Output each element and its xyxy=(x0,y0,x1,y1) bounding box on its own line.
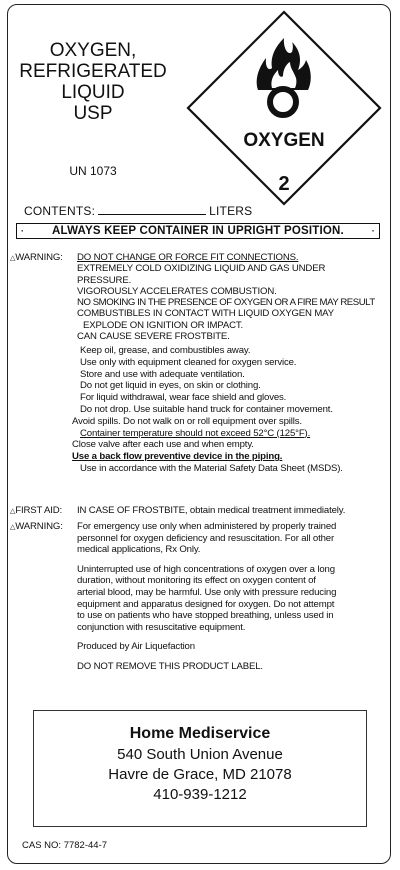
instruction-line: Use only with equipment cleaned for oxygen service. xyxy=(80,356,297,368)
contents-line xyxy=(24,203,252,218)
supplier-city: Havre de Grace, MD 21078 xyxy=(108,766,292,783)
title-line: USP xyxy=(73,103,113,124)
placard-class-number: 2 xyxy=(278,173,290,195)
supplier-name: Home Mediservice xyxy=(129,725,271,742)
contents-blank xyxy=(98,203,206,215)
instruction-line: Keep oil, grease, and combustibles away. xyxy=(80,345,251,356)
warning-line: EXPLODE ON IGNITION OR IMPACT. xyxy=(83,319,244,331)
warning-heading: △WARNING: xyxy=(10,252,63,263)
un-number: UN 1073 xyxy=(69,164,117,178)
supplier-phone: 410-939-1212 xyxy=(153,786,247,803)
do-not-remove: DO NOT REMOVE THIS PRODUCT LABEL. xyxy=(77,660,263,672)
instructions xyxy=(72,345,343,475)
instruction-line: Store and use with adequate ventilation. xyxy=(80,368,245,380)
warning-line: DO NOT CHANGE OR FORCE FIT CONNECTIONS. xyxy=(77,252,299,263)
warning2-line: personnel for oxygen deficiency and resuscitation. For all other xyxy=(77,532,335,544)
instruction-line: Container temperature should not exceed 52°C (125°F). xyxy=(80,427,311,439)
warning-line: EXTREMELY COLD OXIDIZING LIQUID AND GAS UNDER xyxy=(77,263,326,275)
contents-prefix: CONTENTS: xyxy=(24,204,96,218)
instruction-line: Close valve after each use and when empty. xyxy=(72,439,254,451)
product-title xyxy=(18,40,168,124)
warning2-line: For emergency use only when administered by properly trained xyxy=(77,521,337,532)
warning2-text xyxy=(77,521,336,673)
warning2-line: to use on patients who have stopped breathing, unless used in xyxy=(77,610,334,622)
upright-banner: · ALWAYS KEEP CONTAINER IN UPRIGHT POSITION. · xyxy=(16,223,380,239)
warning2-line: medical applications, Rx Only. xyxy=(77,544,201,556)
first-aid-heading: △FIRST AID: xyxy=(10,505,63,516)
hazard-placard xyxy=(184,8,384,208)
supplier-box xyxy=(33,710,367,827)
instruction-line: Do not drop. Use suitable hand truck for container movement. xyxy=(80,403,333,415)
instruction-line: Do not get liquid in eyes, on skin or clothing. xyxy=(80,380,261,392)
warning-triangle-icon: △ xyxy=(10,255,16,262)
warning-line: NO SMOKING IN THE PRESENCE OF OXYGEN OR A FIRE MAY RESULT xyxy=(77,297,375,309)
instruction-line: Use in accordance with the Material Safety Data Sheet (MSDS). xyxy=(80,462,343,474)
supplier-street: 540 South Union Avenue xyxy=(117,746,283,763)
title-line: OXYGEN, xyxy=(49,40,137,61)
warning-triangle-icon: △ xyxy=(10,508,16,515)
instruction-line: Use a back flow preventive device in the piping. xyxy=(72,451,283,463)
warning2-line: conjunction with resuscitative equipment. xyxy=(77,621,246,633)
warning-text xyxy=(77,252,375,342)
warning2-line: duration, without monitoring its effect on oxygen content of xyxy=(77,575,316,587)
placard-label: OXYGEN xyxy=(243,130,325,151)
warning-triangle-icon: △ xyxy=(10,524,16,531)
contents-suffix: LITERS xyxy=(209,204,253,218)
cas-number: CAS NO: 7782-44-7 xyxy=(22,840,108,851)
title-line: REFRIGERATED xyxy=(19,61,167,82)
warning2-line: Uninterrupted use of high concentrations of oxygen over a long xyxy=(77,563,335,575)
warning-line: VIGOROUSLY ACCELERATES COMBUSTION. xyxy=(77,285,277,297)
instruction-line: Avoid spills. Do not walk on or roll equipment over spills. xyxy=(72,415,302,427)
title-line: LIQUID xyxy=(61,82,125,103)
warning-line: CAN CAUSE SEVERE FROSTBITE. xyxy=(77,331,230,343)
first-aid-text: IN CASE OF FROSTBITE, obtain medical treatment immediately. xyxy=(77,505,346,516)
warning-line: COMBUSTIBLES IN CONTACT WITH LIQUID OXYGEN MAY xyxy=(77,308,334,320)
instruction-line: For liquid withdrawal, wear face shield and gloves. xyxy=(80,392,287,404)
warning2-line: arterial blood, may be harmful. Use only with pressure reducing xyxy=(77,586,337,598)
upright-text: ALWAYS KEEP CONTAINER IN UPRIGHT POSITION. xyxy=(52,225,344,237)
warning2-heading: △WARNING: xyxy=(10,521,63,532)
produced-by: Produced by Air Liquefaction xyxy=(77,641,195,653)
warning2-line: equipment and apparatus designed for oxygen. Do not attempt xyxy=(77,598,335,610)
warning-line: PRESSURE. xyxy=(77,274,132,286)
